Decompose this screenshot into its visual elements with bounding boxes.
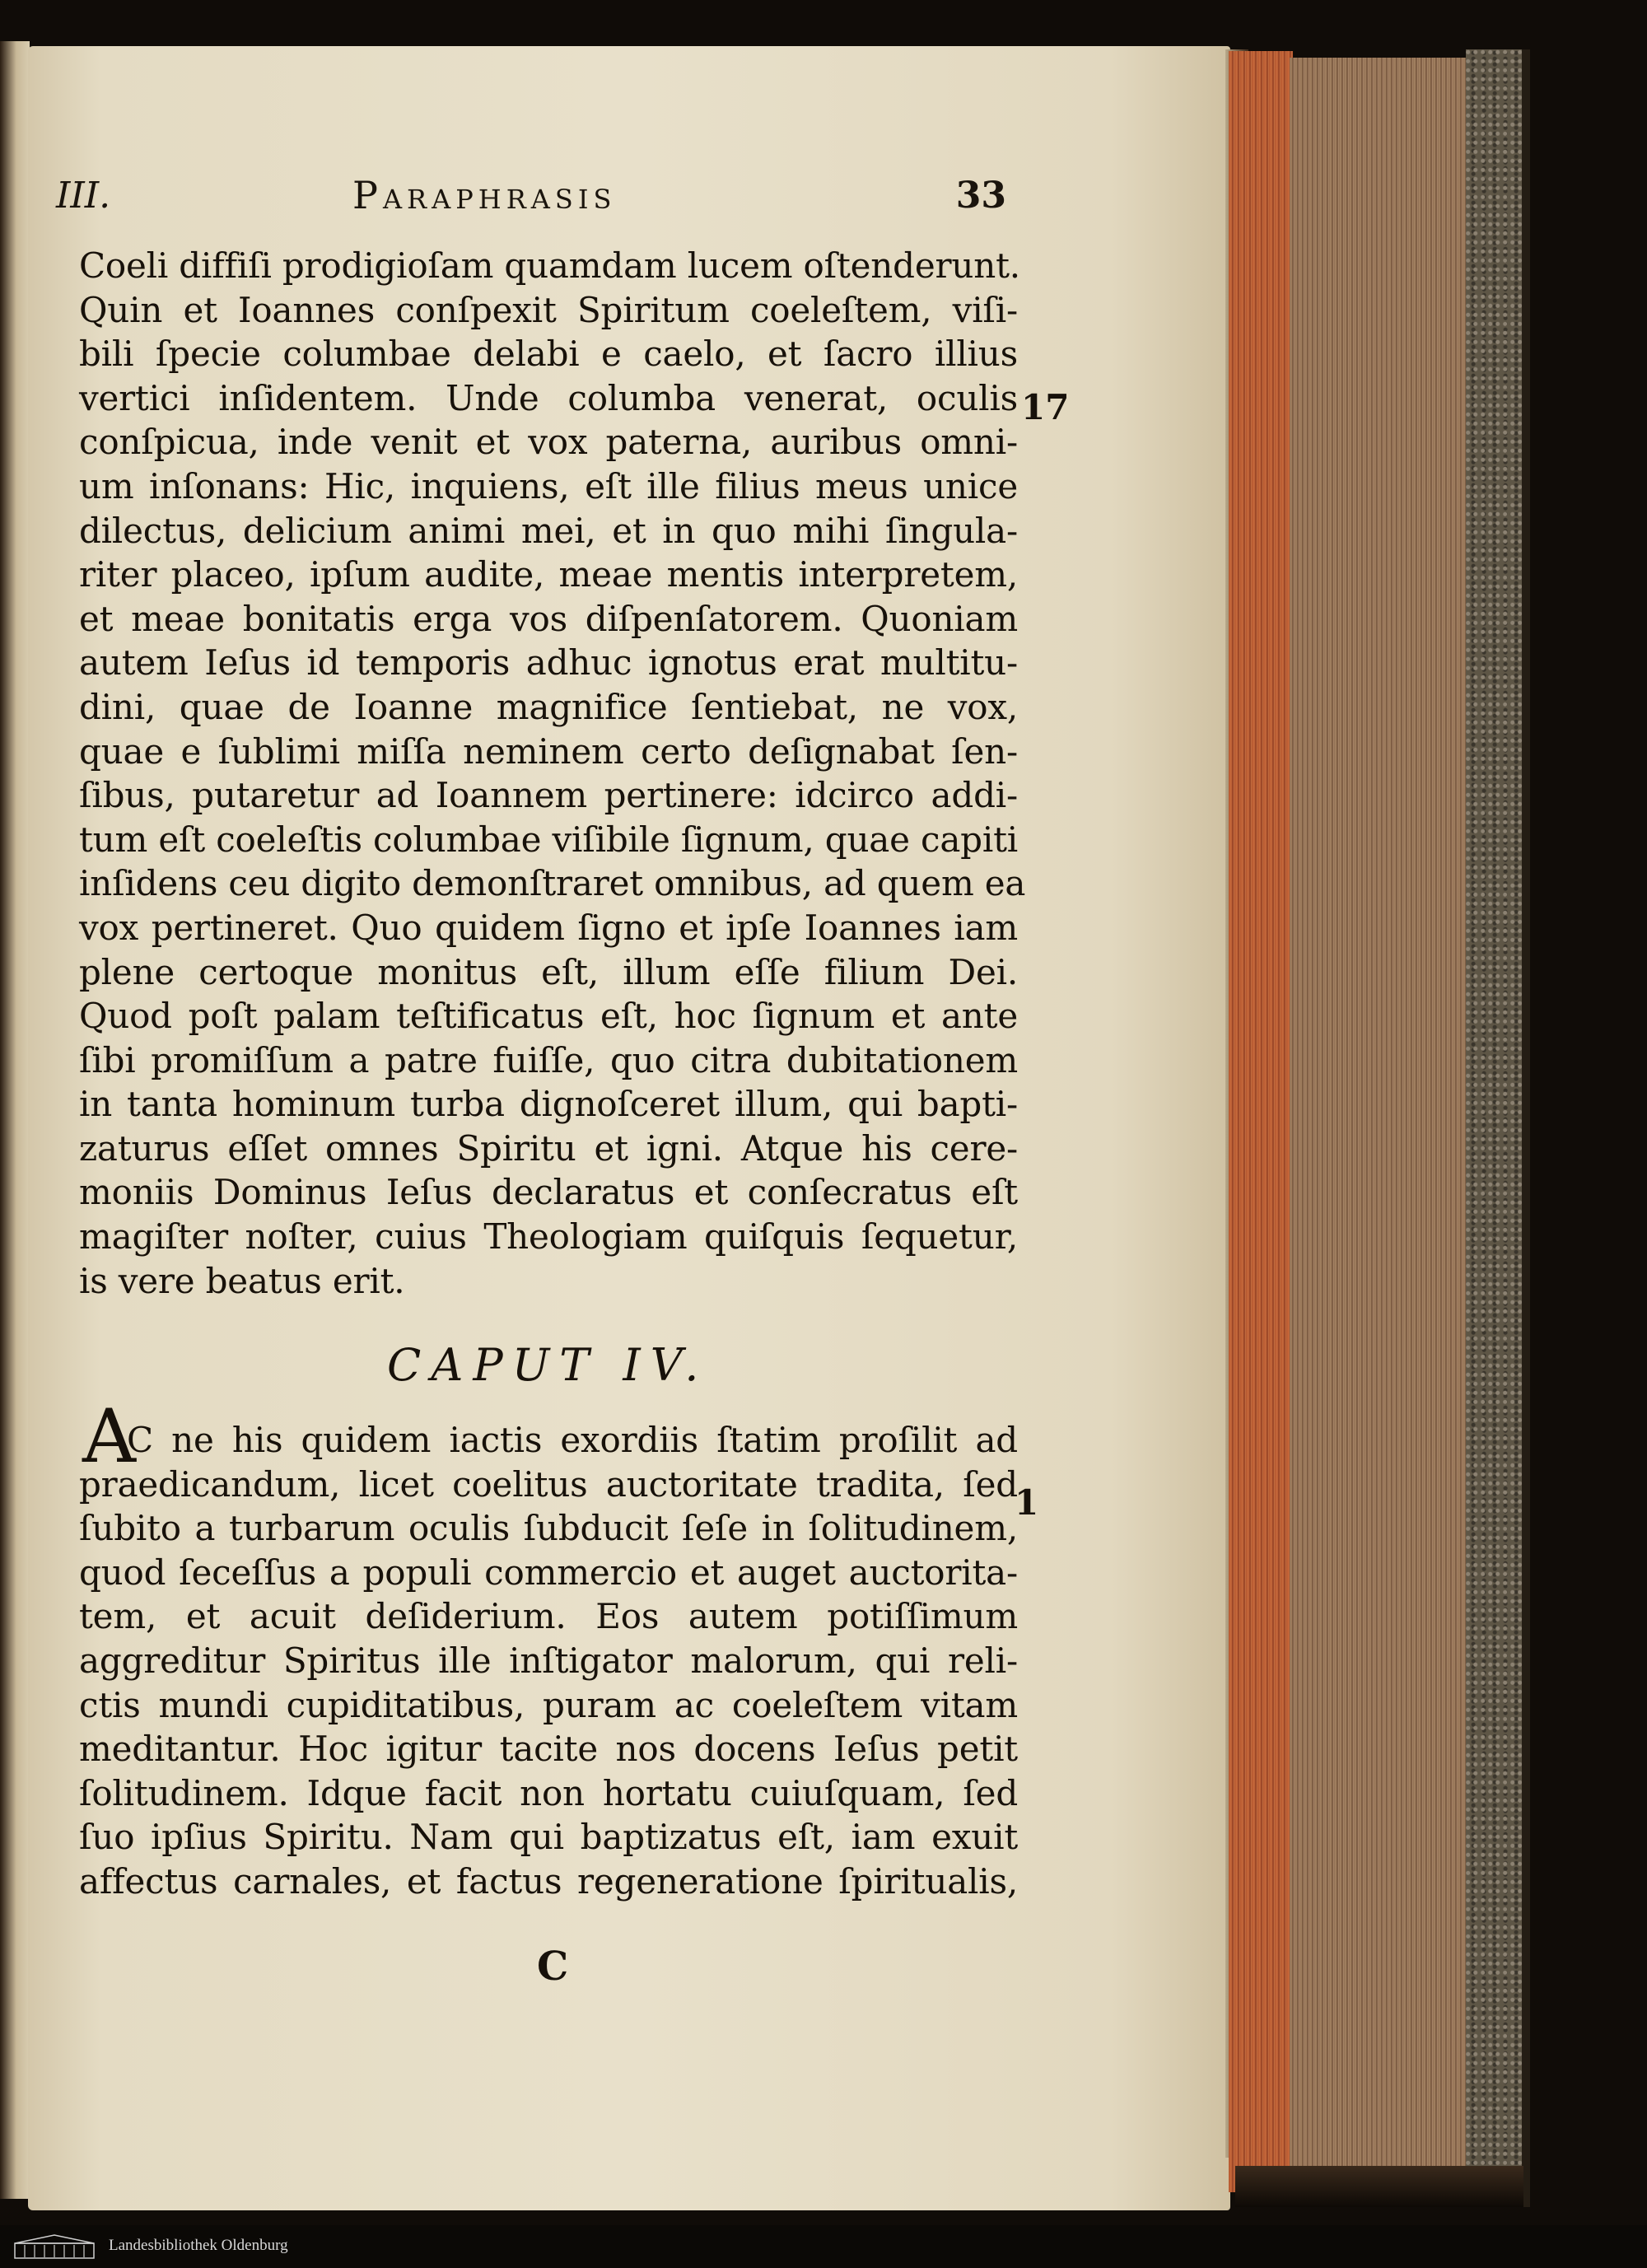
text-line: dini, quae de Ioanne magnifice ſentiebat, ne vox, <box>79 686 1018 727</box>
text-line: tem, et acuit deſiderium. Eos autem potiſſimum <box>79 1596 1018 1637</box>
initial-letter: A <box>82 1393 136 1480</box>
text-line: et meae bonitatis erga vos diſpenſatorem. Quoniam <box>79 598 1018 639</box>
text-line: ſibi promiſſum a patre fuiſſe, quo citra dubitationem <box>79 1039 1018 1080</box>
library-building-icon <box>13 2233 96 2260</box>
text-line: moniis Dominus Ieſus declaratus et conſecratus eſt <box>79 1172 1018 1213</box>
running-title: Paraphrasis <box>352 173 617 217</box>
red-page-edges <box>1229 51 1293 2192</box>
text-line: C ne his quidem iactis exordiis ſtatim proſilit ad <box>127 1420 1018 1460</box>
paragraph-1 <box>79 244 1026 1303</box>
text-line: vox pertineret. Quo quidem ſigno et ipſe Ioannes iam <box>79 907 1018 948</box>
text-line: ſubito a turbarum oculis ſubducit ſeſe in ſolitudinem, <box>79 1508 1018 1549</box>
text-line: affectus carnales, et factus regeneratione ſpiritualis, <box>79 1860 1018 1902</box>
catchword: C <box>537 1944 569 1990</box>
text-line: autem Ieſus id temporis adhuc ignotus erat multitu- <box>79 642 1018 684</box>
chapter-heading: CAPUT IV. <box>387 1339 709 1391</box>
text-line: ſibus, putaretur ad Ioannem pertinere: idcirco addi- <box>79 775 1018 816</box>
text-line: ctis mundi cupiditatibus, puram ac coeleſtem vitam <box>79 1684 1018 1725</box>
text-line: riter placeo, ipſum audite, meae mentis interpretem, <box>79 554 1018 595</box>
text-line: in tanta hominum turba dignoſceret illum, qui bapti- <box>79 1084 1018 1125</box>
text-line: Coeli diffiſi prodigioſam quamdam lucem oſtenderunt. <box>79 245 1020 286</box>
previous-page-edge <box>0 41 30 2199</box>
text-line: quod ſeceſſus a populi commercio et auget auctorita- <box>79 1552 1018 1593</box>
text-line: Quin et Ioannes conſpexit Spiritum coeleſtem, viſi- <box>79 289 1018 330</box>
margin-verse-number: 1 <box>1015 1482 1039 1523</box>
running-header <box>56 168 1006 234</box>
text-line: quae e ſublimi miſſa neminem certo deſignabat ſen- <box>79 730 1018 772</box>
text-line: conſpicua, inde venit et vox paterna, auribus omni- <box>79 422 1018 463</box>
library-name: Landesbibliothek Oldenburg <box>109 2237 288 2254</box>
text-line: inſidens ceu digito demonſtraret omnibus, ad quem ea <box>79 863 1026 904</box>
marbled-cover <box>1466 49 1523 2207</box>
page-number: 33 <box>955 175 1006 217</box>
book-block-edge <box>1290 58 1471 2182</box>
text-line: vertici inſidentem. Unde columba venerat, oculis <box>79 377 1018 418</box>
text-line: magiſter noſter, cuius Theologiam quiſquis ſequetur, <box>79 1216 1018 1258</box>
text-line: plene certoque monitus eſt, illum eſſe filium Dei. <box>79 951 1018 992</box>
text-line: praedicandum, licet coelitus auctoritate tradita, ſed <box>79 1463 1018 1505</box>
paragraph-2 <box>79 1418 1018 1904</box>
text-line: Quod poſt palam teſtificatus eſt, hoc ſignum et ante <box>79 996 1018 1037</box>
text-line: meditantur. Hoc igitur tacite nos docens Ieſus petit <box>79 1729 1018 1770</box>
text-line: ſuo ipſius Spiritu. Nam qui baptizatus eſt, iam exuit <box>79 1817 1018 1858</box>
text-line: dilectus, delicium animi mei, et in quo mihi ſingula- <box>79 510 1018 551</box>
text-line: aggreditur Spiritus ille inſtigator malorum, qui reli- <box>79 1640 1018 1681</box>
text-line: um inſonans: Hic, inquiens, eſt ille filius meus unice <box>79 465 1018 506</box>
section-number: III. <box>56 175 111 217</box>
text-line: tum eſt coeleſtis columbae viſibile ſignum, quae capiti <box>79 819 1018 860</box>
text-line: zaturus eſſet omnes Spiritu et igni. Atque his cere- <box>79 1127 1018 1169</box>
book-bottom-edge <box>1235 2166 1523 2207</box>
margin-verse-number: 17 <box>1021 387 1070 427</box>
cover-edge <box>1522 49 1530 2207</box>
text-line: is vere beatus erit. <box>79 1260 405 1301</box>
text-line: ſolitudinem. Idque facit non hortatu cuiuſquam, ſed <box>79 1772 1018 1813</box>
text-line: bili ſpecie columbae delabi e caelo, et ſacro illius <box>79 334 1018 375</box>
